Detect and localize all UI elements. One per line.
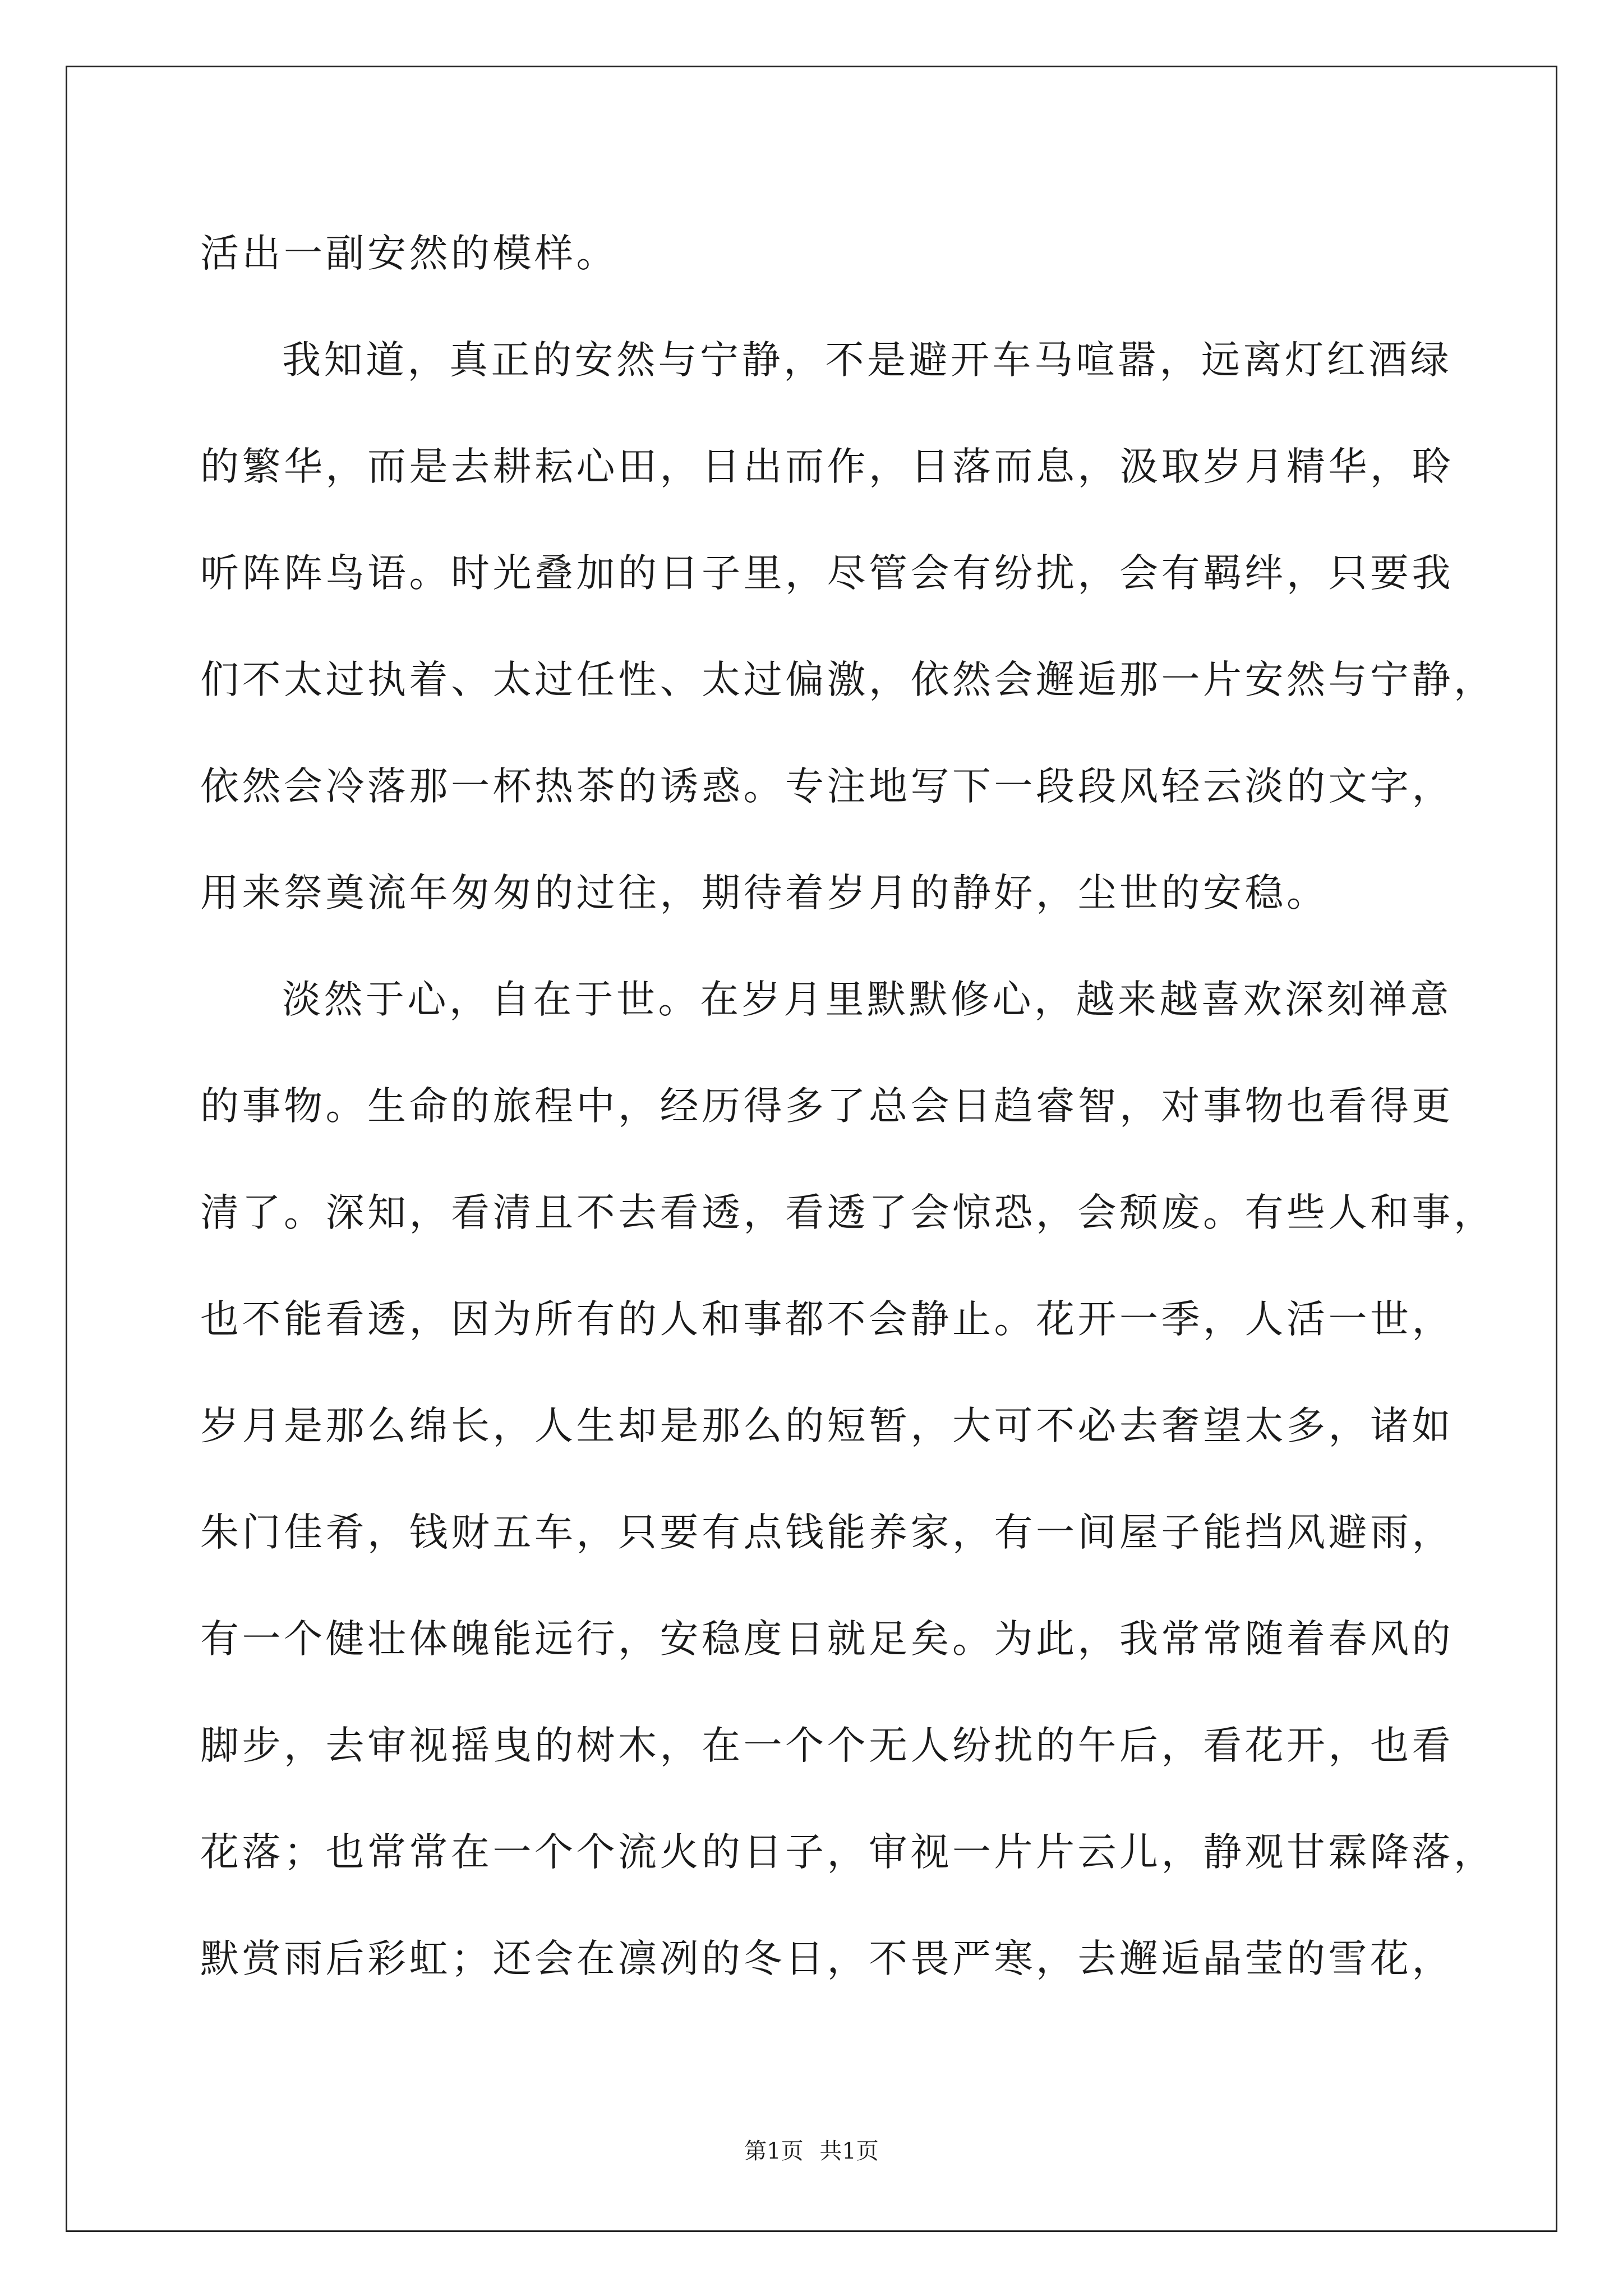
- text-line: 岁月是那么绵长，人生却是那么的短暂，大可不必去奢望太多，诸如: [200, 1404, 1454, 1448]
- text-line: 脚步，去审视摇曳的树木，在一个个无人纷扰的午后，看花开，也看: [200, 1723, 1454, 1768]
- text-line: 花落；也常常在一个个流火的日子，审视一片片云儿，静观甘霖降落，: [200, 1830, 1496, 1875]
- text-line: 的事物。生命的旅程中，经历得多了总会日趋睿智，对事物也看得更: [200, 1084, 1454, 1129]
- page-total: 共1页: [819, 2138, 879, 2164]
- text-line: 也不能看透，因为所有的人和事都不会静止。花开一季，人活一世，: [200, 1297, 1454, 1342]
- page-border: [66, 66, 1557, 2232]
- text-line: 依然会冷落那一杯热茶的诱惑。专注地写下一段段风轻云淡的文字，: [200, 764, 1454, 809]
- text-line: 有一个健壮体魄能远行，安稳度日就足矣。为此，我常常随着春风的: [200, 1617, 1454, 1662]
- text-line: 的繁华，而是去耕耘心田，日出而作，日落而息，汲取岁月精华，聆: [200, 444, 1454, 489]
- text-line: 活出一副安然的模样。: [200, 231, 618, 276]
- text-line: 清了。深知，看清且不去看透，看透了会惊恐，会颓废。有些人和事，: [200, 1190, 1496, 1235]
- text-line: 们不太过执着、太过任性、太过偏激，依然会邂逅那一片安然与宁静，: [200, 657, 1496, 702]
- page-footer: [0, 2132, 1623, 2171]
- text-line: 朱门佳肴，钱财五车，只要有点钱能养家，有一间屋子能挡风避雨，: [200, 1510, 1454, 1555]
- paragraph-first-line: 我知道，真正的安然与宁静，不是避开车马喧嚣，远离灯红酒绿: [282, 338, 1452, 383]
- text-line: 默赏雨后彩虹；还会在凛冽的冬日，不畏严寒，去邂逅晶莹的雪花，: [200, 1936, 1454, 1981]
- page-number: 第1页: [744, 2138, 804, 2164]
- paragraph-first-line: 淡然于心，自在于世。在岁月里默默修心，越来越喜欢深刻禅意: [282, 977, 1452, 1022]
- text-line: 听阵阵鸟语。时光叠加的日子里，尽管会有纷扰，会有羁绊，只要我: [200, 551, 1454, 596]
- text-line: 用来祭奠流年匆匆的过往，期待着岁月的静好，尘世的安稳。: [200, 871, 1329, 915]
